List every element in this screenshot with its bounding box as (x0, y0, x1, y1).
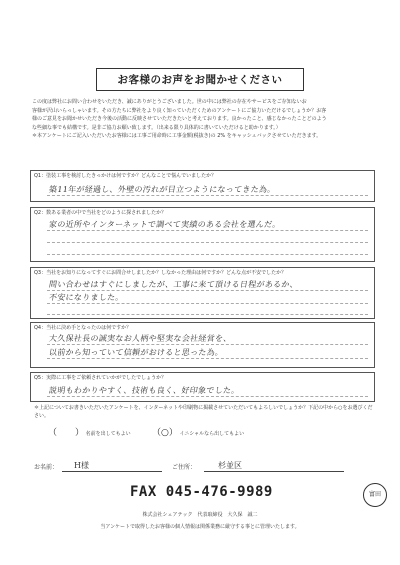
answer-line (47, 290, 368, 291)
selected-circle-mark: ○ (161, 428, 169, 438)
question-1-label: Q1：塗装工事を検討したきっかけは何ですか？どんなことで悩んでいましたか？ (34, 173, 217, 179)
question-1-answer: 築11年が経過し、外壁の汚れが目立つようになってきた為。 (48, 185, 277, 194)
name-value: H様 (74, 461, 89, 470)
answer-line (47, 314, 368, 315)
question-4-label: Q4：当社に決め手となったのは何ですか？ (34, 325, 132, 331)
question-4-answer-line-2: 以前から知っていて信頼がおけると思った為。 (48, 348, 224, 357)
intro-line-3: 様のご意見をお聞かせいただき今後の活動に反映させていただきたいと考えております。良かったこと、感じなかったことどのよう (32, 116, 327, 123)
publish-consent-text: ＊上記についてお書きいただいたアンケートを、インターネットや印刷物に掲載させていただいてもよろしいでしょうか？下記の中から○をお選びください。 (34, 405, 373, 419)
answer-line (47, 254, 368, 255)
question-3-answer-line-2: 不安になりました。 (48, 293, 125, 302)
answer-line (47, 303, 368, 304)
answer-line (47, 230, 368, 231)
fax-number: FAX 045-476-9989 (130, 484, 273, 500)
question-4-answer-line-1: 大久保社長の誠実なお人柄や堅実な会社経営を、 (48, 334, 233, 343)
cashback-note: ＊本アンケートにご記入いただいたお客様には工事ご用命時に工事金額(税抜き)の 2% をキャッシュバックさせていただきます。 (32, 133, 322, 140)
name-label: お名前： (34, 464, 59, 471)
intro-line-4: な些細な事でも結構です。是非ご協力お願い致します。（出来る限り具体的に書いていただけると助かります。） (32, 124, 281, 131)
intro-text (32, 98, 376, 141)
privacy-footer: 当アンケートで取得したお客様の個人情報は関係業務に厳守する事とに管理いたします。 (100, 524, 300, 530)
question-1-box (30, 170, 375, 202)
intro-line-1: この度は弊社にお問い合わせをいただき、誠にありがとうございました。世の中には弊社の存在やサービスをご存知ないお (32, 99, 307, 105)
company-name: 株式会社シェアテック 代表取締役 大久保 誠二 (142, 512, 258, 518)
question-5-answer: 説明もわかりやすく、技術も良く、好印象でした。 (48, 386, 241, 395)
question-3-label: Q3：当社をお知りになってすぐにお問合せしましたか？しなかった理由は何ですか？どんな点が不安でしたか？ (34, 270, 287, 276)
answer-line (47, 242, 368, 243)
question-2-answer: 家の近所やインターネットで調べて実績のある会社を選んだ。 (48, 220, 282, 229)
option-initial-label: イニシャルなら出してもよい (179, 431, 245, 437)
option-paren-open: （ (152, 428, 162, 438)
answer-line (47, 396, 368, 397)
address-label: ご住所： (172, 464, 197, 471)
question-2-label: Q2：数ある業者の中で当社をどのように探されましたか？ (34, 210, 167, 216)
answer-line (47, 358, 368, 359)
question-4-box (30, 322, 375, 368)
answer-line (47, 195, 368, 196)
page-title: お客様のお声をお聞かせください (96, 68, 304, 91)
question-3-answer-line-1: 問い合わせはすぐにしましたが、工事に来て頂ける日程があるか、 (48, 280, 299, 289)
stamp-text: 富田 (368, 491, 381, 498)
option-paren: （ ） (48, 428, 85, 438)
question-2-box (30, 207, 375, 262)
answer-line (47, 344, 368, 345)
question-5-box (30, 372, 375, 402)
question-5-label: Q5：実際に工事をご依頼されていかがでしたでしょうか？ (34, 375, 167, 381)
publish-option-name[interactable] (48, 425, 131, 438)
option-name-label: 名前を出してもよい (85, 431, 131, 437)
name-underline (62, 471, 162, 472)
intro-line-2: 客様が沢山いらっしゃいます。その方たちに弊社をより良く知っていただくためのアンケートにご協力いただけるでしょうか？お客 (32, 107, 327, 114)
company-stamp (363, 483, 387, 507)
publish-option-initial[interactable] (152, 425, 244, 438)
option-paren-close: ） (168, 428, 178, 438)
address-underline (204, 471, 344, 472)
address-value: 杉並区 (218, 461, 242, 470)
question-3-box (30, 267, 375, 319)
